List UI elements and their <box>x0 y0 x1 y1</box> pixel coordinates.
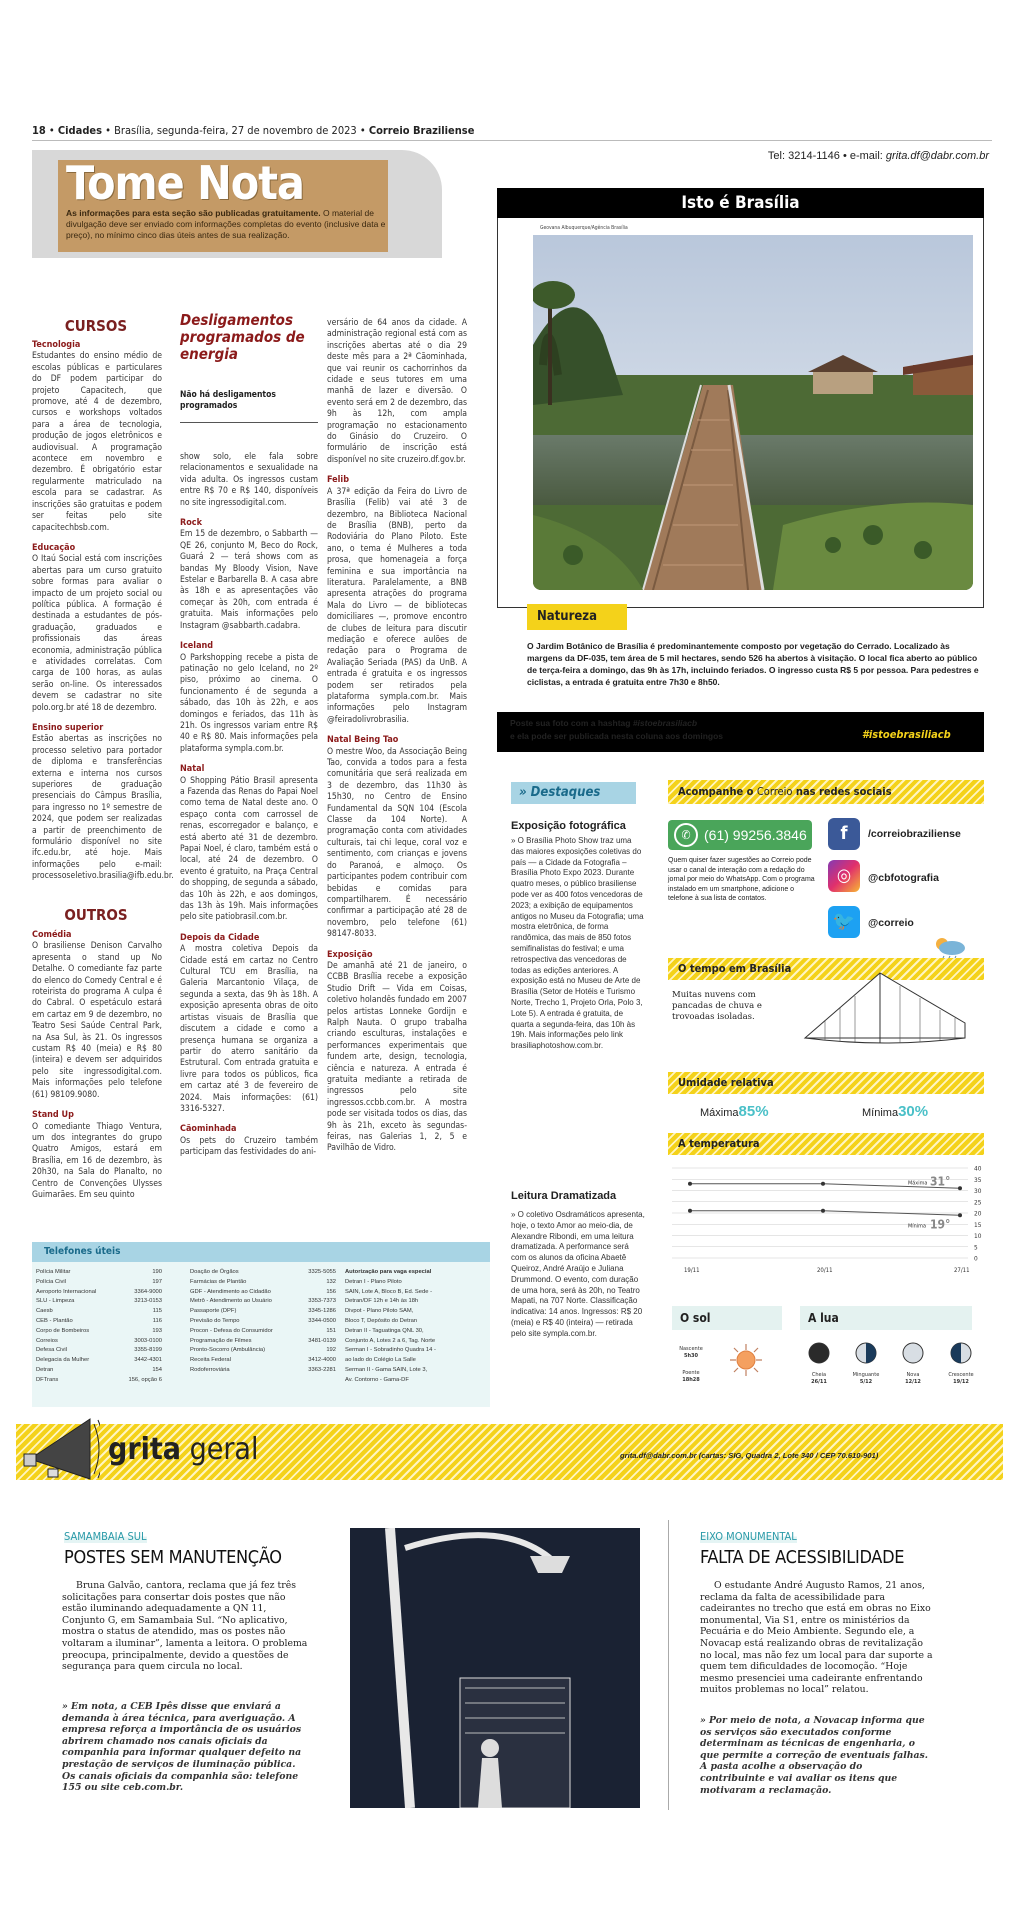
data-point <box>688 1182 692 1186</box>
humidity-min <box>862 1103 928 1120</box>
sunrise-time: 5h30 <box>683 1353 699 1359</box>
y-tick-label: 35 <box>974 1175 982 1184</box>
dateline: Brasília, segunda-feira, 27 de novembro de 2023 <box>114 124 357 137</box>
item-title: Natal <box>180 764 205 775</box>
story-1-headline: POSTES SEM MANUTENÇÃO <box>64 1547 282 1568</box>
isto-e-brasilia-title: Isto é Brasília <box>497 188 984 218</box>
contact-tel: Tel: 3214-1146 • e-mail: <box>767 150 886 162</box>
temperature-heading: A temperatura <box>668 1133 984 1155</box>
item-text: Os pets do Cruzeiro também participam das festividades do ani- <box>180 1135 318 1158</box>
phone-row <box>190 1346 336 1356</box>
phone-number: 192 <box>326 1347 336 1354</box>
instagram-icon: ◎ <box>828 860 860 892</box>
footer-line-1: Poste sua foto com a hashtag <box>510 718 633 728</box>
phone-label: Rodoferroviária <box>190 1366 230 1373</box>
newspaper-name: Correio Braziliense <box>368 124 475 137</box>
phone-number: 3412-4000 <box>308 1357 336 1364</box>
phone-number: 116 <box>152 1317 162 1324</box>
item-title: Natal Being Tao <box>327 735 399 746</box>
page-folio: 18 • Cidades • Brasília, segunda-feira, 27 de novembro de 2023 • Correio Braziliense <box>32 124 475 137</box>
phone-number: 3355-8199 <box>134 1347 162 1354</box>
botanical-garden-photo <box>533 235 973 590</box>
y-tick-label: 30 <box>974 1187 982 1195</box>
sunset-label: Poente <box>682 1370 700 1376</box>
phone-label: Delegacia da Mulher <box>36 1357 90 1364</box>
humidity-max <box>700 1103 769 1120</box>
vaga-especial-line: Serman I - Sobradinho Quadra 14 - <box>345 1347 436 1354</box>
y-tick-label: 5 <box>974 1243 978 1252</box>
phone-row <box>36 1346 162 1356</box>
moon-label <box>798 1372 840 1386</box>
grita-bold: grita <box>108 1432 181 1467</box>
photo-credit: Geovana Albuquerque/Agência Brasília <box>540 225 628 231</box>
phone-label: Doação de Órgãos <box>190 1269 239 1275</box>
vaga-especial-line: Detran/DF 12h e 14h às 18h <box>345 1298 419 1305</box>
phone-label: Programação de Filmes <box>190 1337 252 1344</box>
phone-label: Farmácias de Plantão <box>190 1278 247 1285</box>
item-text: A mostra coletiva Depois da Cidade está em cartaz no Centro Cultural TCU em Brasília, na Galeria Marcantonio Vilaça, de segunda a sexta, das 9h às 18h. A exposição apresenta obras de oito artistas visuais de Brasília que discutem a cidade e como a presença humana se organiza a partir do aterro sanitário da Estrutural. Com entrada gratuita e livre para todos os públicos, fica em cartaz até 3 de fevereiro de 2024. Mais informações: (61) 3316-5327. <box>180 944 318 1114</box>
section-heading-outros: OUTROS <box>64 906 128 924</box>
phone-row <box>190 1366 336 1376</box>
phone-number: 3364-9000 <box>134 1288 162 1295</box>
phone-label: CEB - Plantão <box>36 1317 73 1324</box>
moon-waxing-icon <box>950 1342 972 1364</box>
grita-contact: grita.df@dabr.com.br (cartas: SIG, Quadra 2, Lote 340 / CEP 70.610-901) <box>620 1451 879 1460</box>
phone-label: SLU - Limpeza <box>36 1298 75 1305</box>
item-text: De amanhã até 21 de janeiro, o CCBB Brasília recebe a exposição Studio Drift — Vida em Coisas, coletivo holandês fundado em 2007 pelos artistas Lonneke Gordijn e Ralph Nauta. O grupo trabalha criando esculturas, instalações e performances experimentais que fundem arte, design, tecnologia, ciência e natureza. A entrada é gratuita mediante a retirada de ingressos pelo site ingressos.ccbb.com.br. A mostra pode ser visitada todos os dias, das 9h às 21h, exceto às segundas-feiras, nas Galerias 1, 2, 5 e Pavilhão de Vidro. <box>327 960 467 1154</box>
phone-row <box>190 1268 336 1278</box>
item-text: A 37ª edição da Feira do Livro de Brasília (Felib) vai até 3 de dezembro, na Biblioteca Nacional de Brasília (BNB), perto da Rodoviária do Plano Piloto. Este ano, o tema é Mulheres a toda prosa, que homenageia a força feminina e sua importância na literatura. Paralelamente, a BNB apresenta atrações do programa Mala do Livro — de bibliotecas domiciliares —, promove encontro de clubes de leitura para discutir mediação e oferece aulões de redação para o Programa de Avaliação Seriada (PAS) da UnB. A entrada é gratuita e os ingressos podem ser retirados pela plataforma sympla.com.br. Mais informações pelo Instagram @feiradolivrobrasilia. <box>327 486 467 725</box>
item-text: O Itaú Social está com inscrições abertas para um curso gratuito sobre formas para avaliar o impacto de um projeto social ou política pública. A formação é destinada a estudantes de pós-graduação, graduados e profissionais das áreas economia, administração pública e atividades correlatas. Com carga de 100 horas, as aulas serão on-line. Os interessados devem se cadastrar no site polo.org.br até 18 de dezembro. <box>32 554 162 713</box>
item-text: Em 15 de dezembro, o Sabbarth — QE 26, conjunto M, Beco do Rock, Guará 2 — terá shows com as bandas My Bloody Vision, Nave Estelar e Barbarella B. A casa abre às 18h e as apresentações vão começar às 20h, com entrada é gratuita. Mais informações pelo Instagram @sabbarth.cadabra. <box>180 529 318 631</box>
facebook-icon: f <box>828 818 860 850</box>
leitura-dramatizada-text: » O coletivo Osdramáticos apresenta, hoje, o texto Amor ao meio-dia, de Alexandre Ribondi, em uma leitura dramatizada. A performance será com os alunos da oficina Abaetê Queiroz, André Araújo e Juliana Drummond. O evento, com duração de uma hora, será às 20h, no Teatro Mapati, na 707 Norte. Classificação indicativa: 14 anos. Ingressos: R$ 20 (meia) e R$ 40 (inteira) — retirada pelo site sympla.com.br. <box>511 1210 645 1338</box>
y-tick-label: 0 <box>974 1254 978 1263</box>
moon-full-icon <box>808 1342 830 1364</box>
item-title: Cãominhada <box>180 1124 237 1135</box>
sunrise-label: Nascente <box>679 1346 703 1352</box>
phone-number: 3325-5055 <box>308 1269 336 1275</box>
item-title: Felib <box>327 475 350 486</box>
moon-new-icon <box>902 1342 924 1364</box>
lead-text: versário de 64 anos da cidade. A administração regional está com as inscrições abertas até o dia 29 deste mês para a 2ª Cãominhada, que vai reunir os cachorrinhos da cidade e seus tutores em uma manhã de lazer e diversão. O evento será em 2 de dezembro, das 9h às 12h, com ampla programação no estacionamento do Ginásio do Cruzeiro. O formulário de inscrição está disponível no site cruzeiro.df.gov.br. <box>327 318 467 465</box>
item-title: Comédia <box>32 930 72 940</box>
phone-label: Previsão do Tempo <box>190 1317 240 1324</box>
phone-row <box>36 1307 162 1317</box>
social-heading <box>668 780 984 804</box>
hum-max-value: 85% <box>738 1103 769 1120</box>
destaques-heading: » Destaques <box>511 782 636 804</box>
phone-number: 3003-0100 <box>134 1337 162 1344</box>
story-2-body: O estudante André Augusto Ramos, 21 anos, reclama da falta de acessibilidade para cadeirantes no trecho que está em obras no Eixo monumental, Via S1, entre os ministérios da Pecuária e do Meio Ambiente. Segundo ele, a Novacap está realizando obras de revitalização no local, mas não fez um local para dar suporte a quem tem dificuldades de locomoção. “Hoje mesmo presenciei uma cadeirante enfrentando muitos problemas no local” relatou. <box>700 1580 933 1696</box>
story-2-note: » Por meio de nota, a Novacap informa que os serviços são executados conforme determinam as técnicas de engenharia, o que permite a correção de eventuais falhas. A pasta acolhe a observação do contribuinte e vai avaliar os itens que motivaram a reclamação. <box>700 1715 929 1796</box>
hum-min-value: 30% <box>898 1103 929 1120</box>
item-text: O brasiliense Denison Carvalho apresenta o stand up No Detalhe. O comediante faz parte do elenco do Comedy Central e é roteirista do programa A culpa é do Cabral. O espetáculo estará em cartaz em 9 de dezembro, no Teatro Sesi Saúde Central Park, na Asa Sul, às 21. Os ingressos custam R$ 40 (meia) e R$ 80 (inteira) e devem ser adquiridos pelo site ingressodigital.com. Mais informações pelo telefone (61) 98109.9080. <box>32 941 162 1100</box>
weather-text: Muitas nuvens com pancadas de chuva e trovoadas isoladas. <box>672 990 762 1022</box>
phones-column-1 <box>36 1268 162 1386</box>
lead-text: show solo, ele fala sobre relacionamentos e sexualidade na vida adulta. Os ingressos custam entre R$ 70 e R$ 140, disponíveis no site ingressodigital.com. <box>180 452 318 508</box>
vaga-especial-line: Serman II - Gama SAIN, Lote 3, <box>345 1366 428 1373</box>
phone-row <box>190 1288 336 1298</box>
isto-e-brasilia-text: O Jardim Botânico de Brasília é predominantemente composto por vegetação do Cerrado. Localizado às margens da DF-035, tem área de 5 mil hectares, sendo 526 ha abertos à visitação. O local fica aberto ao público de terça-feira a domingo, das 9h às 17h, incluindo feriados. O ingresso custa R$ 5 por pessoa. Para pedestres e ciclistas, a entrada é gratuita entre 7h30 e 8h50. <box>527 641 979 687</box>
humidity-heading: Umidade relativa <box>668 1072 984 1094</box>
item-title: Rock <box>180 518 202 529</box>
facebook-link[interactable]: /correiobraziliense <box>868 828 961 840</box>
phone-label: Pronto-Socorro (Ambulância) <box>190 1347 266 1354</box>
desc-bold: As informações para esta seção são publicadas gratuitamente. <box>66 208 321 218</box>
phone-row <box>36 1327 162 1337</box>
megaphone-icon <box>20 1414 100 1484</box>
phone-label: Polícia Civil <box>36 1278 66 1285</box>
item-title: Iceland <box>180 641 214 652</box>
moon-label <box>845 1372 887 1386</box>
moon-phase-name: Minguante <box>852 1372 880 1378</box>
twitter-icon: 🐦 <box>828 906 860 938</box>
hum-min-label: Mínima <box>862 1107 899 1119</box>
moon-label <box>892 1372 934 1386</box>
twitter-link[interactable]: @correio <box>868 917 914 929</box>
series-label-prefix: Mínima <box>908 1223 927 1230</box>
footer-hashtag-big: #istoebrasiliacb <box>862 728 951 741</box>
phone-number: 3344-0500 <box>308 1317 336 1324</box>
story-2-kicker: EIXO MONUMENTAL <box>700 1530 797 1543</box>
sun-heading: O sol <box>672 1306 782 1330</box>
footer-text <box>510 717 723 743</box>
item-text: O comediante Thiago Ventura, um dos integrantes do grupo Quatro Amigos, estará em Brasília, em 16 de dezembro, às 20h30, na Sala do Planalto, no Centro de Convenções Ulysses Guimarães. Em seu quinto <box>32 1121 162 1200</box>
x-tick-label: 27/11 <box>954 1267 970 1274</box>
moon-phase-date: 5/12 <box>859 1379 873 1385</box>
exposicao-fotografica-text: » O Brasília Photo Show traz uma das maiores exposições coletivas do país — a Cidade da Fotografia – Brasília Photo Expo 2023. Durante quatro meses, o público brasiliense pode ver as 400 fotos vencedoras de 2023; a exibição de equipamentos antigos no Museu da Fotografia; uma mostra eletrônica, de forma randômica, das mais de 850 fotos semifinalistas do festival; e uma retrospectiva das vencedoras de todas as edições anteriores. A exposição está no Museu de Arte de Brasília (Setor de Hotéis e Turismo Norte, Trecho 1, Projeto Orla, Polo 3, Lote 5). A entrada é gratuita, de quarta a segunda-feira, das 10h às 19h. Mais informações pelo link brasiliaphotoshow.com.br. <box>511 836 644 1051</box>
phone-number: 3363-2281 <box>308 1366 336 1373</box>
phone-row <box>36 1366 162 1376</box>
phone-row <box>36 1297 162 1307</box>
phone-label: Corpo de Bombeiros <box>36 1327 90 1334</box>
sunset-time: 18h28 <box>682 1377 700 1383</box>
phone-number: 154 <box>152 1366 162 1373</box>
vaga-especial-line: Av. Contorno - Gama-DF <box>345 1376 409 1383</box>
story-1-kicker: SAMAMBAIA SUL <box>64 1530 147 1543</box>
whatsapp-icon: ✆ <box>674 823 698 847</box>
moon-phase-date: 12/12 <box>905 1379 921 1385</box>
tome-nota-title: Tome Nota <box>66 156 304 210</box>
contact-line <box>768 150 989 162</box>
y-tick-label: 10 <box>974 1232 982 1240</box>
story-1-body: Bruna Galvão, cantora, reclama que já fez três solicitações para consertar dois postes que não estão iluminando adequadamente a QN 11, Conjunto G, em Samambaia Sul. “No aplicativo, mostra o status de atendido, mas os postes não voltaram a iluminar”, lamenta a leitora. O problema preocupa, principalmente, devido a questões de segurança para quem circula no local. <box>62 1580 308 1673</box>
desc-rest: O material de divulgação deve ser enviado com informações completas do evento (inclusive data e preço), no mínimo cinco dias úteis antes de sua realização. <box>66 208 386 240</box>
phone-row <box>36 1317 162 1327</box>
building-illustration <box>795 968 970 1048</box>
vaga-especial-line: Conjunto A, Lotes 2 a 6, Tag. Norte <box>345 1337 436 1344</box>
whatsapp-number[interactable]: (61) 99256.3846 <box>668 820 812 850</box>
phone-number: 3442-4301 <box>134 1357 162 1364</box>
item-title: Ensino superior <box>32 723 104 733</box>
item-title: Tecnologia <box>32 340 81 350</box>
story-2-headline: FALTA DE ACESSIBILIDADE <box>700 1547 905 1568</box>
data-point <box>821 1209 825 1213</box>
phone-label: GDF - Atendimento ao Cidadão <box>190 1288 271 1295</box>
phone-number: 115 <box>152 1308 162 1315</box>
lamp-post-illustration <box>350 1528 640 1808</box>
phone-number: 156, opção 6 <box>128 1376 162 1383</box>
moon-label <box>940 1372 982 1386</box>
footer-line-2: e ela pode ser publicada nesta coluna aos domingos <box>510 731 724 741</box>
phone-number: 197 <box>152 1278 162 1285</box>
phone-row <box>36 1337 162 1347</box>
phone-label: Caesb <box>36 1308 53 1315</box>
leitura-dramatizada-title: Leitura Dramatizada <box>511 1190 617 1202</box>
phone-label: Defesa Civil <box>36 1347 67 1354</box>
vaga-especial-line: Detran I - Plano Piloto <box>345 1278 402 1285</box>
whatsapp-text: Quem quiser fazer sugestões ao Correio pode usar o canal de interação com a redação do jornal por meio do WhatsApp. Com o programa instalado em um smartphone, adicione o telefone à sua lista de contatos. <box>668 857 815 903</box>
phone-label: Procon - Defesa do Consumidor <box>190 1327 273 1334</box>
item-title: Depois da Cidade <box>180 932 260 943</box>
phone-row <box>190 1278 336 1288</box>
phone-row <box>36 1288 162 1298</box>
phone-label: Metrô - Atendimento ao Usuário <box>190 1298 272 1305</box>
lamp-post-drawing <box>350 1528 640 1808</box>
item-text: Estudantes do ensino médio de escolas públicas e particulares do DF podem participar do projeto Capacitech, que promove, até 4 de dezembro, cursos e workshops voltados para a área de tecnologia, produção de jogos eletrônicos e audiovisual. A programação acontece em novembro e dezembro. É obrigatório estar regularmente matriculado na escola para se cadastrar. As inscrições são gratuitas e podem ser feitas pelo site capacitechbsb.com. <box>32 351 162 533</box>
phone-label: Passaporte (DPF) <box>190 1308 237 1315</box>
contact-email-link[interactable]: grita.df@dabr.com.br <box>885 150 989 162</box>
y-tick-label: 40 <box>974 1164 982 1173</box>
natureza-tag: Natureza <box>527 604 627 630</box>
moon-heading: A lua <box>800 1306 972 1330</box>
footer-hashtag: #istoebrasiliacb <box>632 718 698 728</box>
vaga-especial-line: Detran II - Taguatinga QNL 30, <box>345 1327 424 1334</box>
phone-number: 3345-1286 <box>308 1308 336 1315</box>
phone-row <box>190 1317 336 1327</box>
social-heading-a: Acompanhe o <box>678 785 757 798</box>
phone-row <box>36 1356 162 1366</box>
story-1-note: » Em nota, a CEB Ipês disse que enviará a demanda à área técnica, para averiguação. A empresa reforça a importância de os usuários abrirem chamado nos canais oficiais da companhia para informar qualquer defeito na prestação de serviços de iluminação pública. Os canais oficiais da companhia são: telefone 155 ou site ceb.com.br. <box>62 1701 302 1794</box>
data-point <box>958 1213 962 1217</box>
phone-row <box>190 1356 336 1366</box>
moon-phase-name: Nova <box>906 1372 920 1378</box>
weather-heading: O tempo em Brasília <box>668 958 984 980</box>
phone-row <box>190 1307 336 1317</box>
exposicao-fotografica-title: Exposição fotográfica <box>511 820 626 832</box>
column-3 <box>327 318 467 1155</box>
item-title: Educação <box>32 542 76 553</box>
grita-geral-title <box>108 1432 258 1467</box>
item-title: Exposição <box>327 949 373 960</box>
phone-number: 190 <box>152 1269 162 1275</box>
outros-column <box>32 930 162 1201</box>
vaga-especial-line: ao lado do Colégio La Salle <box>345 1357 416 1364</box>
moon-phase-name: Cheia <box>811 1372 827 1378</box>
phones-column-2 <box>190 1268 336 1376</box>
phone-number: 3213-0153 <box>134 1298 162 1305</box>
data-point <box>958 1186 962 1190</box>
phone-row <box>36 1376 162 1386</box>
phone-number: 132 <box>326 1278 336 1285</box>
phone-label: Detran <box>36 1366 54 1373</box>
instagram-link[interactable]: @cbfotografia <box>868 872 939 884</box>
temperature-chart <box>668 1160 998 1275</box>
cloud-sun-rain-icon <box>930 936 966 958</box>
item-text: O Parkshopping recebe a pista de patinação no gelo Iceland, no 2º piso, próximo ao cinema. O funcionamento é de segunda a sábado, das 10h às 22h, e aos domingos e feriados, das 11h às 21h. Os ingressos variam entre R$ 40 e R$ 80. Mais informações pela plataforma sympla.com.br. <box>180 652 318 754</box>
moon-waning-icon <box>855 1342 877 1364</box>
phone-label: Correios <box>36 1337 58 1344</box>
page-number: 18 <box>32 124 46 137</box>
x-tick-label: 20/11 <box>817 1267 833 1274</box>
sunset <box>676 1370 706 1384</box>
phone-number: 193 <box>152 1327 162 1334</box>
phone-label: Polícia Militar <box>36 1269 71 1275</box>
series-value-label: 31° <box>930 1174 951 1189</box>
phone-row <box>190 1297 336 1307</box>
phone-label: Receita Federal <box>190 1357 231 1364</box>
cursos-column <box>32 340 174 883</box>
moon-phase-date: 19/12 <box>953 1379 969 1385</box>
phone-row <box>190 1327 336 1337</box>
column-2 <box>180 452 318 1159</box>
grita-rest: geral <box>181 1432 259 1467</box>
x-tick-label: 19/11 <box>684 1267 700 1274</box>
data-point <box>821 1182 825 1186</box>
item-text: O Shopping Pátio Brasil apresenta a Fazenda das Renas do Papai Noel como tema de Natal deste ano. O espaço conta com carrossel de renas, escorregador e balanço, e está aberto até 31 de dezembro. Papai Noel, é claro, também está o local, até 24 de dezembro. O evento é gratuito, na Praça Central do shopping, de segunda a sábado, das 10h às 22h, e aos domingos, das 13h às 19h. Mais informações pelo site patiobrasil.com.br. <box>180 775 318 923</box>
vaga-especial-line: SAIN, Lote A, Bloco B, Ed. Sede - <box>345 1288 433 1295</box>
item-text: O mestre Woo, da Associação Being Tao, convida a todos para a festa comunitária que será realizada em 3 de dezembro, das 11h30 às 15h30, no Centro de Ensino Fundamental da SQN 104 (Escola Classe da 104 Norte). A programação conta com atividades culturais, tai chi leque, coral voz e sentimento, com crianças e jovens do Paranoá, e almoço. Os participantes podem contribuir com bebidas e comidas para compartilharem. É necessário confirmar a participação até 28 de novembro, pelo telefone (61) 98147-8033. <box>327 746 467 940</box>
vaga-especial-title: Autorização para vaga especial <box>345 1269 432 1275</box>
column-rule <box>668 1520 669 1810</box>
hum-max-label: Máxima <box>700 1107 739 1119</box>
phone-number: 3353-7373 <box>308 1298 336 1305</box>
desligamentos-title: Desligamentos programados de energia <box>180 311 305 363</box>
moon-phase-name: Crescente <box>948 1372 974 1378</box>
phone-number: 156 <box>326 1288 336 1295</box>
social-heading-c: nas redes sociais <box>792 785 892 798</box>
section-heading-cursos: CURSOS <box>64 317 128 335</box>
vaga-especial-list <box>345 1278 470 1386</box>
tome-nota-description <box>66 208 396 241</box>
y-tick-label: 20 <box>974 1209 982 1218</box>
sunrise <box>676 1346 706 1360</box>
phone-row <box>36 1268 162 1278</box>
photo-illustration <box>533 235 973 590</box>
phone-row <box>190 1337 336 1347</box>
y-tick-label: 25 <box>974 1198 982 1207</box>
y-tick-label: 15 <box>974 1220 982 1229</box>
phone-number: 151 <box>326 1327 336 1334</box>
desligamentos-text: Não há desligamentos programados <box>180 390 276 411</box>
series-label-prefix: Máxima <box>908 1180 928 1187</box>
vaga-especial-line: Divpot - Plano Piloto SAM, <box>345 1308 414 1315</box>
desligamentos-rule <box>180 422 318 423</box>
phone-label: Aeroporto Internacional <box>36 1288 97 1295</box>
item-title: Stand Up <box>32 1110 74 1121</box>
item-text: Estão abertas as inscrições no processo seletivo para portador de diploma e transferências externa e interna nos cursos superiores de graduação presenciais do Câmpus Brasília, para ingresso no 1º semestre de 2024, que podem ser realizadas a partir de preenchimento de formulário disponível no site ifc.edu.br, até hoje. Mais informações pelo e-mail: processoseletivo.brasilia@ifb.edu.br. <box>32 734 174 882</box>
vaga-especial-line: Bloco T, Depósito do Detran <box>345 1317 418 1324</box>
sun-icon <box>728 1342 764 1378</box>
header-rule <box>32 140 992 141</box>
phone-number: 3481-0139 <box>308 1337 336 1344</box>
series-value-label: 19° <box>930 1217 951 1232</box>
phone-label: DFTrans <box>36 1376 59 1383</box>
phone-row <box>36 1278 162 1288</box>
data-point <box>688 1209 692 1213</box>
moon-phase-date: 26/11 <box>811 1379 827 1385</box>
phones-column-3 <box>345 1268 470 1386</box>
section-name: Cidades <box>57 124 103 137</box>
telefones-heading: Telefones úteis <box>32 1242 490 1262</box>
social-heading-b: Correio <box>756 785 793 798</box>
